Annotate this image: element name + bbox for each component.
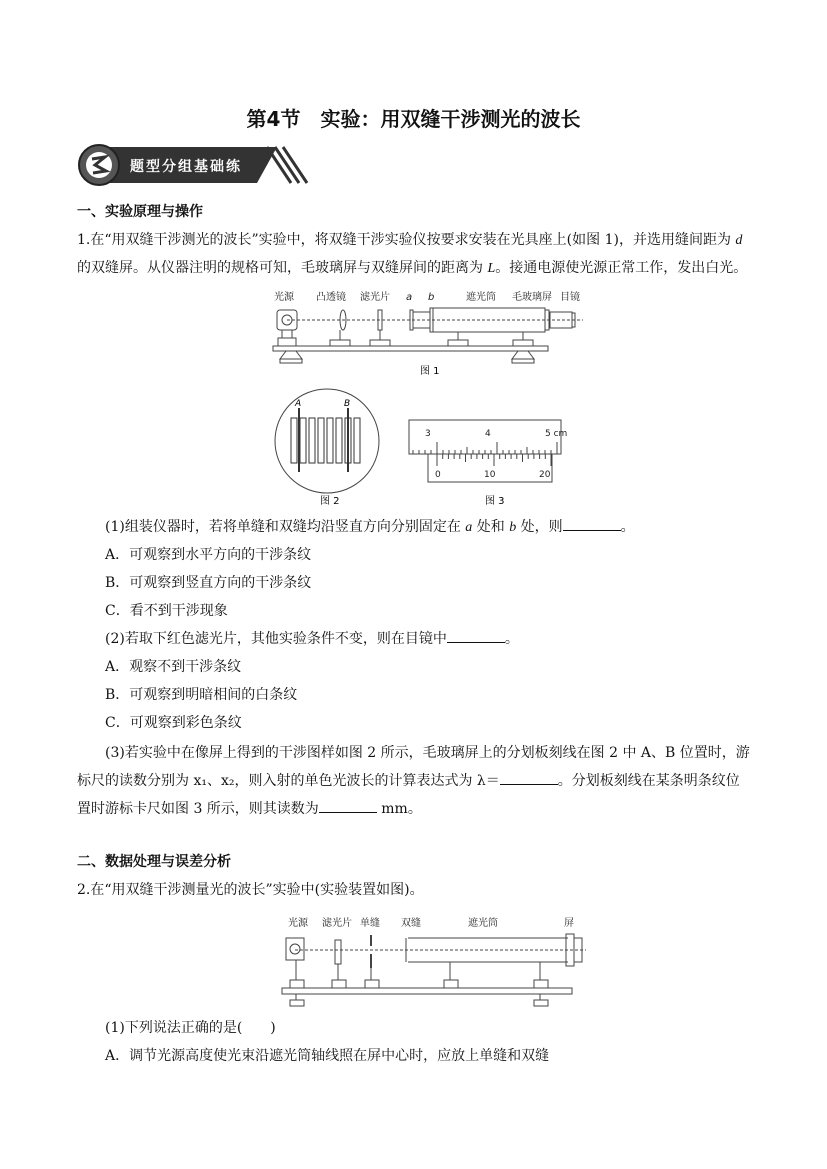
figure-2-fringes [270, 388, 385, 508]
fig1-label: a [406, 292, 413, 303]
vernier-tick-label: 0 [435, 470, 441, 480]
fig-label: 光源 [288, 918, 308, 929]
vernier-tick-label: 10 [484, 470, 496, 480]
figure-3-caption: 图 3 [485, 496, 505, 507]
option: A．可观察到水平方向的干涉条纹 [105, 547, 312, 563]
fig1-label: 滤光片 [360, 292, 390, 303]
fig2-label-a: A [295, 399, 302, 409]
q1-part3-line1: (3)若实验中在像屏上得到的干涉图样如图 2 所示，毛玻璃屏上的分划板刻线在图 2 中 A、B 位置时，游 [105, 745, 750, 761]
figure-2-caption: 图 2 [320, 496, 340, 507]
section-heading-2: 二、数据处理与误差分析 [77, 854, 231, 870]
fig2-label-b: B [344, 399, 351, 409]
q2-line1: 2.在“用双缝干涉测量光的波长”实验中(实验装置如图)。 [77, 882, 424, 898]
page-title: 第4节 实验：用双缝干涉测光的波长 [246, 107, 581, 131]
answer-blank[interactable] [500, 772, 558, 785]
section-heading-1: 一、实验原理与操作 [77, 204, 203, 220]
figure-1-caption: 图 1 [420, 366, 440, 377]
figure-3-vernier [405, 418, 568, 508]
answer-blank[interactable] [447, 630, 505, 643]
q1-line1: 1.在“用双缝干涉测光的波长”实验中，将双缝干涉实验仪按要求安装在光具座上(如图 1)，并选用缝间距为 d [77, 232, 743, 248]
answer-blank[interactable] [563, 518, 621, 531]
answer-blank[interactable] [319, 800, 377, 813]
fig-label: 滤光片 [322, 918, 352, 929]
q1-part1: (1)组装仪器时，若将单缝和双缝均沿竖直方向分别固定在 a 处和 b 处，则 。 [105, 519, 635, 535]
fig1-label: 光源 [274, 292, 294, 303]
fig-label: 双缝 [401, 918, 421, 929]
fig-label: 遮光筒 [468, 918, 498, 929]
banner-label: 题型分组基础练 [130, 159, 242, 175]
fig1-label: 遮光筒 [466, 292, 496, 303]
fig-label: 屏 [564, 918, 574, 929]
option: A．调节光源高度使光束沿遮光筒轴线照在屏中心时，应放上单缝和双缝 [105, 1048, 550, 1064]
option: B．可观察到明暗相间的白条纹 [105, 687, 298, 703]
figure-q2-apparatus [270, 910, 590, 1010]
fig1-label: 凸透镜 [316, 292, 346, 303]
q1-part3-line3: 置时游标卡尺如图 3 所示，则其读数为 mm。 [77, 801, 422, 817]
q1-part2: (2)若取下红色滤光片，其他实验条件不变，则在目镜中 。 [105, 631, 519, 647]
option: B．可观察到竖直方向的干涉条纹 [105, 575, 312, 591]
main-tick-label: 3 [425, 429, 431, 439]
option: C．看不到干涉现象 [105, 603, 228, 619]
fig-label: 单缝 [360, 918, 380, 929]
fig1-label: 目镜 [560, 292, 580, 303]
main-tick-label: 4 [485, 429, 491, 439]
q1-line2: 的双缝屏。从仪器注明的规格可知，毛玻璃屏与双缝屏间的距离为 L。接通电源使光源正常工作，发出白光。 [77, 260, 748, 276]
fig1-label: 毛玻璃屏 [512, 292, 552, 303]
figure-1-apparatus [268, 288, 583, 378]
q1-part3-line2: 标尺的读数分别为 x₁、x₂，则入射的单色光波长的计算表达式为 λ＝ 。分划板刻线在某条明条纹位 [77, 773, 740, 789]
vernier-tick-label: 20 [539, 470, 551, 480]
main-tick-label: 5 cm [545, 429, 568, 439]
option: A．观察不到干涉条纹 [105, 659, 242, 675]
option: C．可观察到彩色条纹 [105, 715, 242, 731]
q2-part1: (1)下列说法正确的是( ) [105, 1020, 276, 1036]
fig1-label: b [428, 292, 435, 303]
